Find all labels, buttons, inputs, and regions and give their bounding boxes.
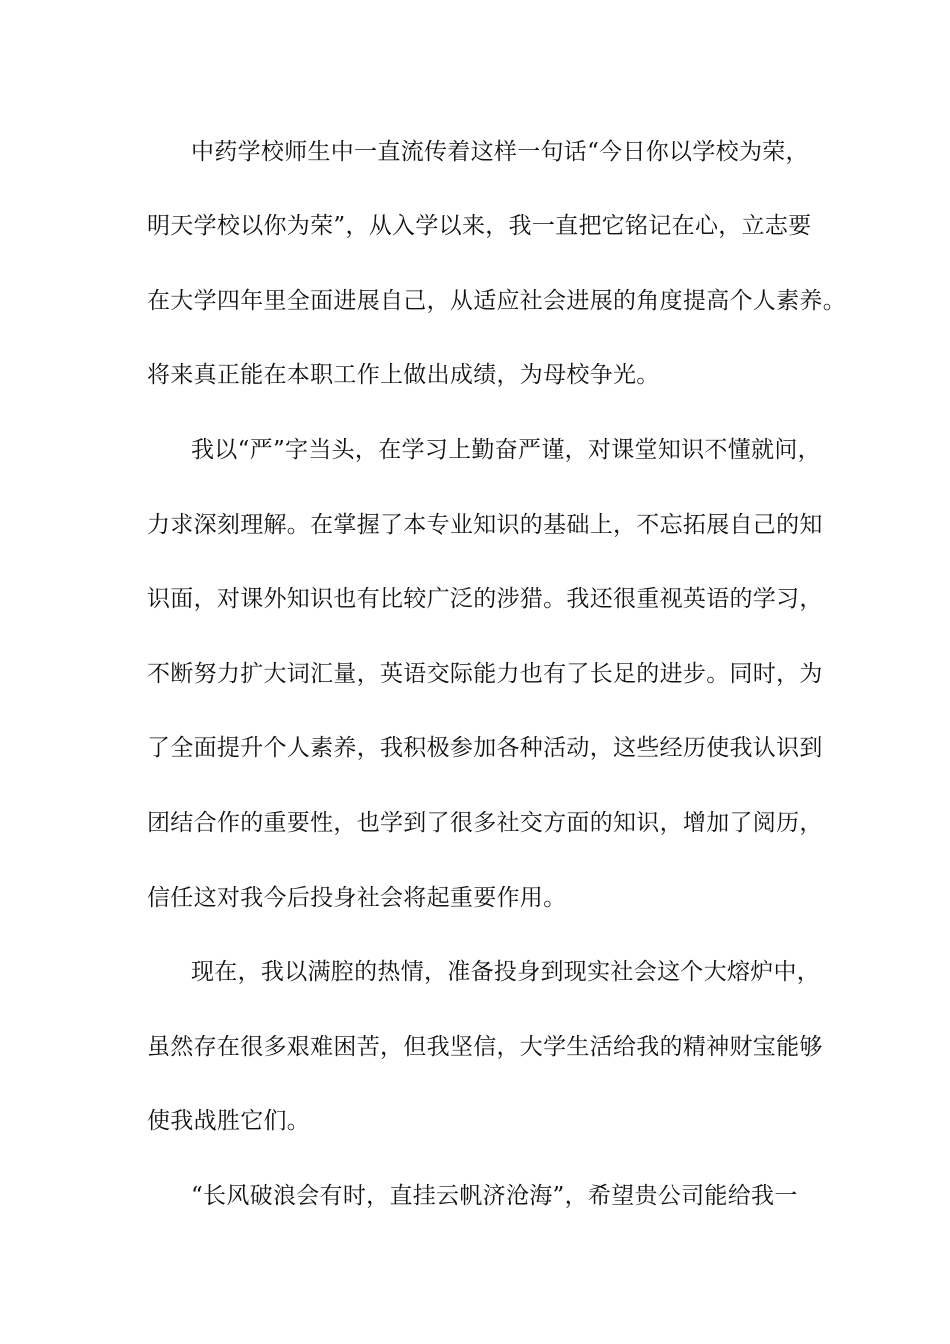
paragraph-2-line-2: 力求深刻理解。在掌握了本专业知识的基础上，不忘拓展自己的知 (147, 512, 823, 538)
paragraph-2-line-5: 了全面提升个人素养，我积极参加各种活动，这些经历使我认识到 (147, 735, 823, 761)
paragraph-4-line-1: “长风破浪会有时，直挂云帆济沧海”，希望贵公司能给我一 (191, 1183, 798, 1209)
paragraph-3-line-1: 现在，我以满腔的热情，准备投身到现实社会这个大熔炉中， (191, 959, 821, 985)
paragraph-3-line-2: 虽然存在很多艰难困苦，但我坚信，大学生活给我的精神财宝能够 (147, 1034, 823, 1060)
paragraph-2-line-4: 不断努力扩大词汇量，英语交际能力也有了长足的进步。同时，为 (147, 661, 823, 687)
paragraph-2-line-7: 信任这对我今后投身社会将起重要作用。 (147, 885, 567, 911)
paragraph-1-line-3: 在大学四年里全面进展自己，从适应社会进展的角度提高个人素养。 (147, 288, 846, 314)
paragraph-2-line-6: 团结合作的重要性，也学到了很多社交方面的知识，增加了阅历， (147, 810, 823, 836)
paragraph-1-line-2: 明天学校以你为荣”，从入学以来，我一直把它铭记在心，立志要 (147, 213, 812, 239)
paragraph-2-line-3: 识面，对课外知识也有比较广泛的涉猎。我还很重视英语的学习， (147, 586, 823, 612)
paragraph-3-line-3: 使我战胜它们。 (147, 1108, 311, 1134)
paragraph-1-line-4: 将来真正能在本职工作上做出成绩，为母校争光。 (147, 362, 660, 388)
paragraph-2-line-1: 我以“严”字当头，在学习上勤奋严谨，对课堂知识不懂就问， (191, 437, 821, 463)
paragraph-1-line-1: 中药学校师生中一直流传着这样一句话“今日你以学校为荣， (191, 139, 809, 165)
